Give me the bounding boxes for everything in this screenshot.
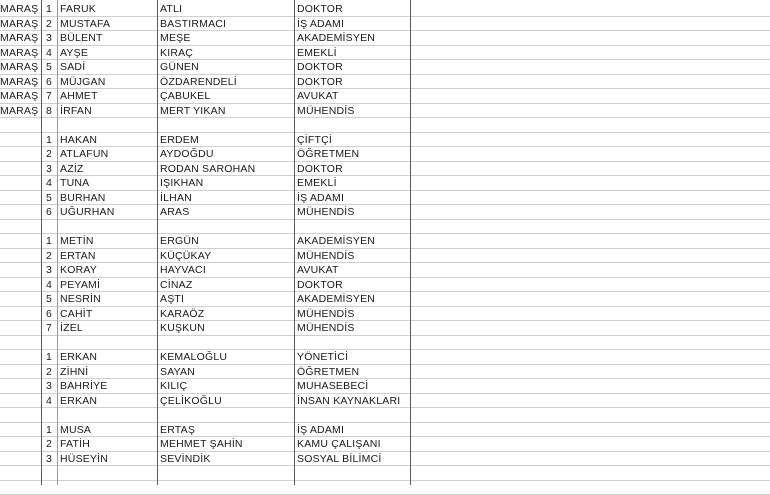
city-cell: MARAŞ [0, 17, 41, 32]
profession-cell: MÜHENDİS [294, 307, 410, 322]
row-number-cell: 6 [41, 75, 57, 90]
profession-cell: ÖĞRETMEN [294, 365, 410, 380]
profession-cell: İŞ ADAMI [294, 17, 410, 32]
row-number-cell: 4 [41, 394, 57, 409]
profession-cell: AVUKAT [294, 263, 410, 278]
table-row [0, 321, 770, 336]
first-name-cell: PEYAMİ [57, 278, 157, 293]
city-cell: MARAŞ [0, 31, 41, 46]
city-cell [0, 249, 41, 264]
profession-cell: AKADEMİSYEN [294, 234, 410, 249]
row-number-cell: 2 [41, 249, 57, 264]
row-number-cell: 7 [41, 89, 57, 104]
profession-cell: AKADEMİSYEN [294, 292, 410, 307]
row-number-cell: 6 [41, 205, 57, 220]
table-row [0, 147, 770, 162]
last-name-cell: MEŞE [157, 31, 294, 46]
city-cell [0, 278, 41, 293]
row-number-cell: 7 [41, 321, 57, 336]
table-row [0, 379, 770, 394]
separator-row [0, 336, 770, 351]
profession-cell: DOKTOR [294, 60, 410, 75]
city-cell: MARAŞ [0, 46, 41, 61]
city-cell [0, 423, 41, 438]
profession-cell: DOKTOR [294, 75, 410, 90]
table-row [0, 437, 770, 452]
first-name-cell: MUSA [57, 423, 157, 438]
row-number-cell: 1 [41, 350, 57, 365]
row-number-cell: 3 [41, 379, 57, 394]
first-name-cell: FARUK [57, 2, 157, 17]
first-name-cell: ATLAFUN [57, 147, 157, 162]
row-number-cell: 2 [41, 17, 57, 32]
table-row [0, 234, 770, 249]
table-row [0, 365, 770, 380]
last-name-cell: IŞIKHAN [157, 176, 294, 191]
profession-cell: YÖNETİCİ [294, 350, 410, 365]
city-cell [0, 162, 41, 177]
city-cell [0, 176, 41, 191]
last-name-cell: SAYAN [157, 365, 294, 380]
first-name-cell: SADİ [57, 60, 157, 75]
last-name-cell: İLHAN [157, 191, 294, 206]
row-number-cell: 8 [41, 104, 57, 119]
city-cell [0, 452, 41, 467]
last-name-cell: KÜÇÜKAY [157, 249, 294, 264]
city-cell [0, 321, 41, 336]
column-gridline [57, 0, 58, 485]
last-name-cell: KILIÇ [157, 379, 294, 394]
row-number-cell: 4 [41, 176, 57, 191]
profession-cell: AVUKAT [294, 89, 410, 104]
last-name-cell: MEHMET ŞAHİN [157, 437, 294, 452]
city-cell: MARAŞ [0, 104, 41, 119]
first-name-cell: İRFAN [57, 104, 157, 119]
table-row [0, 31, 770, 46]
profession-cell: MÜHENDİS [294, 205, 410, 220]
profession-cell: AKADEMİSYEN [294, 31, 410, 46]
last-name-cell: AŞTI [157, 292, 294, 307]
city-cell [0, 307, 41, 322]
table-row [0, 423, 770, 438]
first-name-cell: BÜLENT [57, 31, 157, 46]
column-gridline [410, 0, 411, 485]
last-name-cell: ÖZDARENDELİ [157, 75, 294, 90]
first-name-cell: FATİH [57, 437, 157, 452]
first-name-cell: KORAY [57, 263, 157, 278]
last-name-cell: ERTAŞ [157, 423, 294, 438]
row-number-cell: 3 [41, 162, 57, 177]
last-name-cell: KEMALOĞLU [157, 350, 294, 365]
profession-cell: SOSYAL BİLİMCİ [294, 452, 410, 467]
row-number-cell: 4 [41, 278, 57, 293]
last-name-cell: SEVİNDİK [157, 452, 294, 467]
last-name-cell: KUŞKUN [157, 321, 294, 336]
table-row [0, 307, 770, 322]
table-row [0, 263, 770, 278]
last-name-cell: ÇELİKOĞLU [157, 394, 294, 409]
first-name-cell: METİN [57, 234, 157, 249]
table-row [0, 60, 770, 75]
profession-cell: KAMU ÇALIŞANI [294, 437, 410, 452]
city-cell [0, 147, 41, 162]
table-row [0, 452, 770, 467]
row-number-cell: 1 [41, 423, 57, 438]
profession-cell: EMEKLİ [294, 176, 410, 191]
last-name-cell: HAYVACI [157, 263, 294, 278]
first-name-cell: BAHRİYE [57, 379, 157, 394]
last-name-cell: ATLI [157, 2, 294, 17]
table-row [0, 104, 770, 119]
table-row [0, 2, 770, 17]
city-cell [0, 394, 41, 409]
city-cell [0, 133, 41, 148]
row-number-cell: 2 [41, 365, 57, 380]
first-name-cell: TUNA [57, 176, 157, 191]
column-gridline [41, 0, 42, 485]
last-name-cell: CİNAZ [157, 278, 294, 293]
separator-row [0, 220, 770, 235]
first-name-cell: AHMET [57, 89, 157, 104]
empty-row [0, 481, 770, 495]
first-name-cell: AYŞE [57, 46, 157, 61]
profession-cell: İNSAN KAYNAKLARI [294, 394, 410, 409]
city-cell [0, 263, 41, 278]
city-cell [0, 365, 41, 380]
table-row [0, 75, 770, 90]
empty-row [0, 466, 770, 481]
last-name-cell: ARAS [157, 205, 294, 220]
row-number-cell: 5 [41, 191, 57, 206]
city-cell [0, 234, 41, 249]
last-name-cell: AYDOĞDU [157, 147, 294, 162]
last-name-cell: KIRAÇ [157, 46, 294, 61]
city-cell [0, 292, 41, 307]
table-row [0, 350, 770, 365]
row-number-cell: 3 [41, 452, 57, 467]
first-name-cell: HÜSEYİN [57, 452, 157, 467]
table-row [0, 205, 770, 220]
last-name-cell: BASTIRMACI [157, 17, 294, 32]
row-number-cell: 5 [41, 292, 57, 307]
row-number-cell: 2 [41, 147, 57, 162]
table-row [0, 46, 770, 61]
city-cell [0, 205, 41, 220]
row-number-cell: 6 [41, 307, 57, 322]
first-name-cell: ERTAN [57, 249, 157, 264]
profession-cell: DOKTOR [294, 278, 410, 293]
row-number-cell: 2 [41, 437, 57, 452]
first-name-cell: CAHİT [57, 307, 157, 322]
profession-cell: MÜHENDİS [294, 249, 410, 264]
row-number-cell: 1 [41, 133, 57, 148]
first-name-cell: ZİHNİ [57, 365, 157, 380]
first-name-cell: NESRİN [57, 292, 157, 307]
city-cell [0, 379, 41, 394]
first-name-cell: MUSTAFA [57, 17, 157, 32]
first-name-cell: HAKAN [57, 133, 157, 148]
first-name-cell: MÜJGAN [57, 75, 157, 90]
profession-cell: ÖĞRETMEN [294, 147, 410, 162]
table-row [0, 394, 770, 409]
profession-cell: EMEKLİ [294, 46, 410, 61]
profession-cell: ÇİFTÇİ [294, 133, 410, 148]
first-name-cell: İZEL [57, 321, 157, 336]
first-name-cell: AZİZ [57, 162, 157, 177]
profession-cell: MÜHENDİS [294, 104, 410, 119]
row-number-cell: 3 [41, 31, 57, 46]
row-number-cell: 5 [41, 60, 57, 75]
column-gridline [294, 0, 295, 485]
table-row [0, 191, 770, 206]
profession-cell: İŞ ADAMI [294, 423, 410, 438]
table-row [0, 278, 770, 293]
profession-cell: DOKTOR [294, 2, 410, 17]
table-row [0, 249, 770, 264]
profession-cell: MUHASEBECİ [294, 379, 410, 394]
city-cell [0, 437, 41, 452]
city-cell: MARAŞ [0, 75, 41, 90]
row-number-cell: 4 [41, 46, 57, 61]
first-name-cell: ERKAN [57, 350, 157, 365]
first-name-cell: ERKAN [57, 394, 157, 409]
city-cell: MARAŞ [0, 89, 41, 104]
table-row [0, 133, 770, 148]
profession-cell: İŞ ADAMI [294, 191, 410, 206]
separator-row [0, 118, 770, 133]
table-row [0, 292, 770, 307]
city-cell [0, 191, 41, 206]
table-row [0, 17, 770, 32]
row-number-cell: 3 [41, 263, 57, 278]
first-name-cell: UĞURHAN [57, 205, 157, 220]
row-number-cell: 1 [41, 234, 57, 249]
table-row [0, 176, 770, 191]
first-name-cell: BURHAN [57, 191, 157, 206]
last-name-cell: ERDEM [157, 133, 294, 148]
last-name-cell: KARAÖZ [157, 307, 294, 322]
profession-cell: MÜHENDİS [294, 321, 410, 336]
last-name-cell: GÜNEN [157, 60, 294, 75]
row-number-cell: 1 [41, 2, 57, 17]
last-name-cell: MERT YIKAN [157, 104, 294, 119]
last-name-cell: ERGÜN [157, 234, 294, 249]
table-row [0, 89, 770, 104]
last-name-cell: ÇABUKEL [157, 89, 294, 104]
table-row [0, 162, 770, 177]
separator-row [0, 408, 770, 423]
city-cell [0, 350, 41, 365]
profession-cell: DOKTOR [294, 162, 410, 177]
column-gridline [157, 0, 158, 485]
last-name-cell: RODAN SAROHAN [157, 162, 294, 177]
city-cell: MARAŞ [0, 2, 41, 17]
city-cell: MARAŞ [0, 60, 41, 75]
